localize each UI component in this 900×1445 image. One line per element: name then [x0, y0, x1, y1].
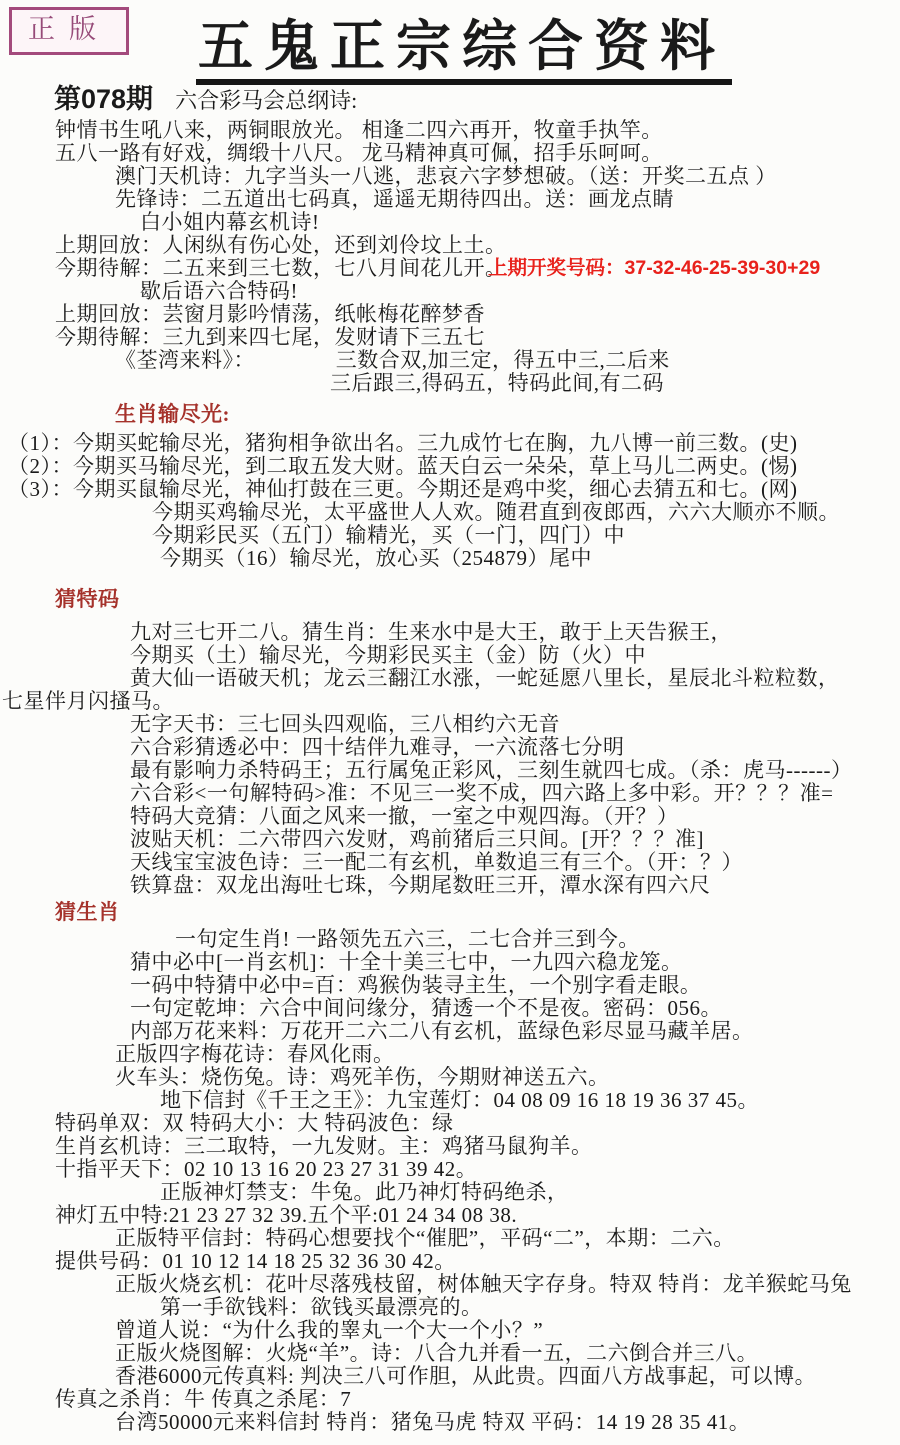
poem-line: 澳门天机诗：九字当头一八逃，悲哀六字梦想破。（送：开奖二五点 ） — [115, 163, 777, 188]
text-line: 今期买鸡输尽光，太平盛世人人欢。随君直到夜郎西，六六大顺亦不顺。 — [152, 499, 840, 524]
text-line: 传真之杀肖：牛 传真之杀尾：7 — [55, 1386, 352, 1411]
text-line: 内部万花来料：万花开二六二八有玄机，蓝绿色彩尽显马藏羊居。 — [130, 1018, 754, 1043]
intro-label: 六合彩马会总纲诗: — [175, 87, 358, 113]
poem-line: 五八一路有好戏，绸缎十八尺。 龙马精神真可佩，招手乐呵呵。 — [55, 140, 663, 165]
text-line: 今期买（土）输尽光，今期彩民买主（金）防（火）中 — [130, 642, 646, 667]
section-header-shuxiao-shujinguang: 生肖输尽光: — [115, 401, 230, 426]
text-line: 特码单双：双 特码大小：大 特码波色：绿 — [55, 1110, 454, 1135]
poem-line-with-lastdraw — [0, 257, 900, 280]
issue-number: 第078期 — [54, 83, 154, 114]
quanwan-row — [0, 349, 900, 372]
text-line: 一句定生肖! 一路领先五六三，二七合并三到今。 — [175, 926, 640, 951]
poem-line: 上期回放：芸窗月影吟情荡，纸帐梅花醉梦香 — [55, 301, 485, 326]
text-line: （3）：今期买鼠输尽光，神仙打鼓在三更。今期还是鸡中奖，细心去猜五和七。(网) — [8, 476, 798, 501]
text-line: （2）：今期买马输尽光，到二取五发大财。蓝天白云一朵朵，草上马儿二两史。(惕) — [8, 453, 798, 478]
quanwan-line: 三数合双,加三定，得五中三,二后来 — [335, 347, 670, 372]
text-line: 神灯五中特:21 23 27 32 39.五个平:01 24 34 08 38. — [55, 1202, 518, 1227]
text-line: 铁算盘：双龙出海吐七珠，今期尾数旺三开，潭水深有四六尺 — [130, 872, 711, 897]
quanwan-label: 《荃湾来料》： — [115, 347, 255, 372]
text-line: 地下信封《千王之王》：九宝莲灯：04 08 09 16 18 19 36 37 45。 — [160, 1087, 759, 1112]
text-line: 火车头：烧伤兔。诗：鸡死羊伤，今期财神送五六。 — [115, 1064, 610, 1089]
page-title: 五鬼正宗综合资料 — [196, 16, 732, 85]
title-row — [0, 0, 900, 85]
poem-line: 今期待解：三九到来四七尾，发财请下三五七 — [55, 324, 485, 349]
text-line: 一码中特猜中必中=百：鸡猴伪装寻主生，一个别字看走眼。 — [130, 972, 702, 997]
text-line: 今期买（16）输尽光，放心买（254879）尾中 — [160, 545, 592, 570]
badge-label: 正版 — [28, 14, 110, 44]
text-line: 猜中必中[一肖玄机]：十全十美三七中，一九四六稳龙笼。 — [130, 949, 683, 974]
text-line: 正版神灯禁支：牛兔。此乃神灯特码绝杀， — [160, 1179, 569, 1204]
text-line: 一句定乾坤：六合中间问缘分，猜透一个不是夜。密码：056。 — [130, 995, 722, 1020]
last-draw-numbers: 上期开奖号码：37-32-46-25-39-30+29 — [488, 256, 821, 279]
section-header-cai-tema: 猜特码 — [55, 586, 120, 611]
text-line: 第一手欲钱料：欲钱买最漂亮的。 — [160, 1294, 483, 1319]
issue-row — [54, 85, 900, 113]
poem-line: 上期回放：人闲纵有伤心处，还到刘伶坟上土。 — [55, 232, 507, 257]
text-line: 提供号码：01 10 12 14 18 25 32 36 30 42。 — [55, 1248, 456, 1273]
quanwan-line: 三后跟三,得码五，特码此间,有二码 — [330, 370, 664, 395]
poem-line: 今期待解：二五来到三七数，七八月间花儿开。 — [55, 255, 507, 280]
text-line: 七星伴月闪搔马。 — [2, 688, 174, 713]
text-line: 生肖玄机诗：三二取特，一九发财。主：鸡猪马鼠狗羊。 — [55, 1133, 593, 1158]
text-line: 香港6000元传真料: 判决三八可作胆，从此贵。四面八方战事起，可以博。 — [115, 1363, 817, 1388]
poem-line: 歇后语六合特码! — [140, 278, 298, 303]
text-line: 波贴天机：二六带四六发财，鸡前猪后三只间。[开？？？准] — [130, 826, 704, 851]
text-line: 特码大竞猜：八面之风来一撤，一室之中观四海。（开？） — [130, 803, 679, 828]
authenticity-badge — [9, 7, 129, 55]
text-line: 正版特平信封：特码心想要找个“催肥”，平码“二”，本期：二六。 — [115, 1225, 735, 1250]
section-header-cai-shengxiao: 猜生肖 — [55, 899, 120, 924]
text-line: 十指平天下：02 10 13 16 20 23 27 31 39 42。 — [55, 1156, 478, 1181]
text-line: 九对三七开二八。猜生肖：生来水中是大王，敢于上天告猴王， — [130, 619, 732, 644]
text-line: 无字天书：三七回头四观临，三八相约六无音 — [130, 711, 560, 736]
poem-line: 钟情书生吼八来，两铜眼放光。 相逢二四六再开，牧童手执竿。 — [55, 117, 663, 142]
text-line: 正版火烧玄机：花叶尽落残枝留，树体触天字存身。特双 特肖：龙羊猴蛇马兔 — [115, 1271, 852, 1296]
text-line: （1）：今期买蛇输尽光，猪狗相争欲出名。三九成竹七在胸，九八博一前三数。(史) — [8, 430, 798, 455]
text-line: 台湾50000元来料信封 特肖：猪兔马虎 特双 平码：14 19 28 35 41。 — [115, 1409, 751, 1434]
text-line: 六合彩猜透必中：四十结伴九难寻，一六流落七分明 — [130, 734, 625, 759]
text-line: 六合彩<一句解特码>准：不见三一奖不成，四六路上多中彩。开？？？准= — [130, 780, 834, 805]
poem-line: 白小姐内幕玄机诗! — [140, 209, 320, 234]
text-line: 今期彩民买（五门）输精光，买（一门，四门）中 — [152, 522, 625, 547]
text-line: 天线宝宝波色诗：三一配二有玄机，单数追三有三个。（开：？） — [130, 849, 743, 874]
text-line: 正版四字梅花诗：春风化雨。 — [115, 1041, 395, 1066]
text-line: 曾道人说：“为什么我的睾丸一个大一个小？” — [115, 1317, 544, 1342]
text-line: 黄大仙一语破天机；龙云三翻江水涨，一蛇延愿八里长，星辰北斗粒粒数， — [130, 665, 840, 690]
poem-line: 先锋诗：二五道出七码真，遥遥无期待四出。送：画龙点睛 — [115, 186, 674, 211]
text-line: 正版火烧图解：火烧“羊”。诗：八合九并看一五，二六倒合并三八。 — [115, 1340, 759, 1365]
text-line: 最有影响力杀特码王；五行属兔正彩风，三刻生就四七成。（杀：虎马------） — [130, 757, 853, 782]
